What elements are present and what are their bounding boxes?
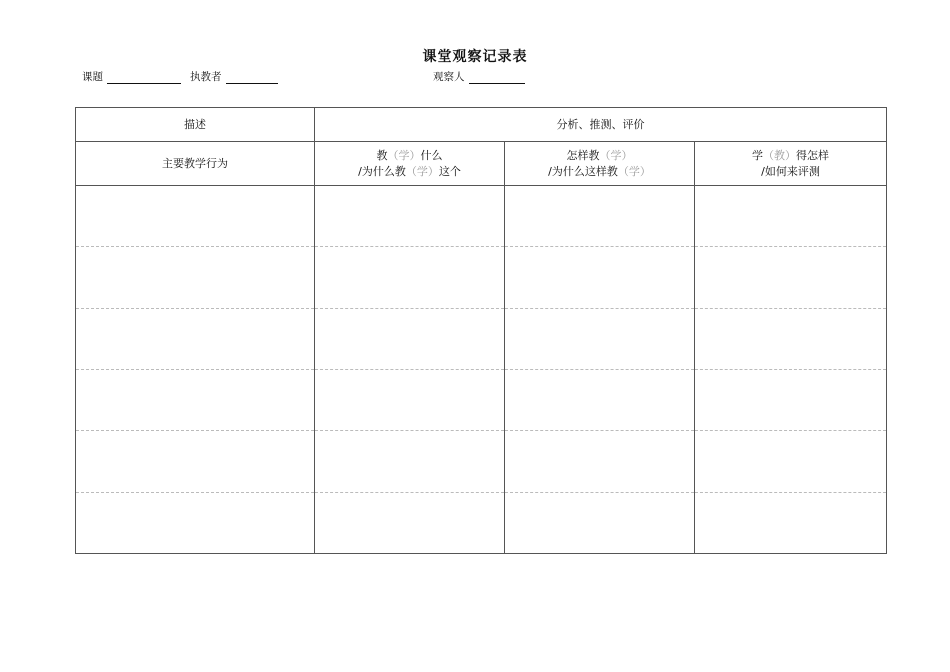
table-cell[interactable] (76, 492, 315, 553)
table-row (76, 369, 887, 430)
table-cell[interactable] (76, 247, 315, 308)
page-title: 课堂观察记录表 (422, 49, 528, 65)
table-cell[interactable] (76, 308, 315, 369)
table-cell[interactable] (695, 308, 887, 369)
table-row (76, 492, 887, 553)
observation-table (75, 107, 887, 554)
header-row-2 (76, 142, 887, 186)
table-cell[interactable] (505, 308, 695, 369)
table-cell[interactable] (695, 369, 887, 430)
learning-result-header: 学（教）得怎样 /如何来评测 (695, 142, 887, 186)
table-cell[interactable] (695, 492, 887, 553)
table-cell[interactable] (76, 369, 315, 430)
table-cell[interactable] (315, 492, 505, 553)
describe-header: 描述 (76, 108, 315, 142)
topic-label: 课题 (82, 71, 103, 83)
table-cell[interactable] (76, 431, 315, 492)
header-row-1 (76, 108, 887, 142)
table-cell[interactable] (695, 186, 887, 247)
table-cell[interactable] (505, 492, 695, 553)
table-cell[interactable] (505, 369, 695, 430)
teacher-blank[interactable] (226, 72, 278, 84)
main-behavior-header: 主要教学行为 (76, 142, 315, 186)
topic-field (82, 69, 187, 84)
table-row (76, 308, 887, 369)
table-row (76, 247, 887, 308)
table-cell[interactable] (315, 431, 505, 492)
observer-blank[interactable] (469, 72, 525, 84)
table-cell[interactable] (315, 369, 505, 430)
teacher-label: 执教者 (190, 71, 222, 83)
table-row (76, 431, 887, 492)
table-cell[interactable] (315, 308, 505, 369)
table-cell[interactable] (695, 247, 887, 308)
table-cell[interactable] (315, 186, 505, 247)
table-cell[interactable] (505, 186, 695, 247)
table-cell[interactable] (695, 431, 887, 492)
observer-label: 观察人 (433, 71, 465, 83)
table-cell[interactable] (76, 186, 315, 247)
topic-blank[interactable] (107, 72, 181, 84)
table-cell[interactable] (505, 431, 695, 492)
table-row (76, 186, 887, 247)
teacher-field (190, 69, 284, 84)
table-cell[interactable] (315, 247, 505, 308)
what-taught-header: 教（学）什么 /为什么教（学）这个 (315, 142, 505, 186)
observer-field (433, 69, 531, 84)
table-cell[interactable] (505, 247, 695, 308)
analysis-header: 分析、推测、评价 (315, 108, 887, 142)
how-taught-header: 怎样教（学） /为什么这样教（学） (505, 142, 695, 186)
